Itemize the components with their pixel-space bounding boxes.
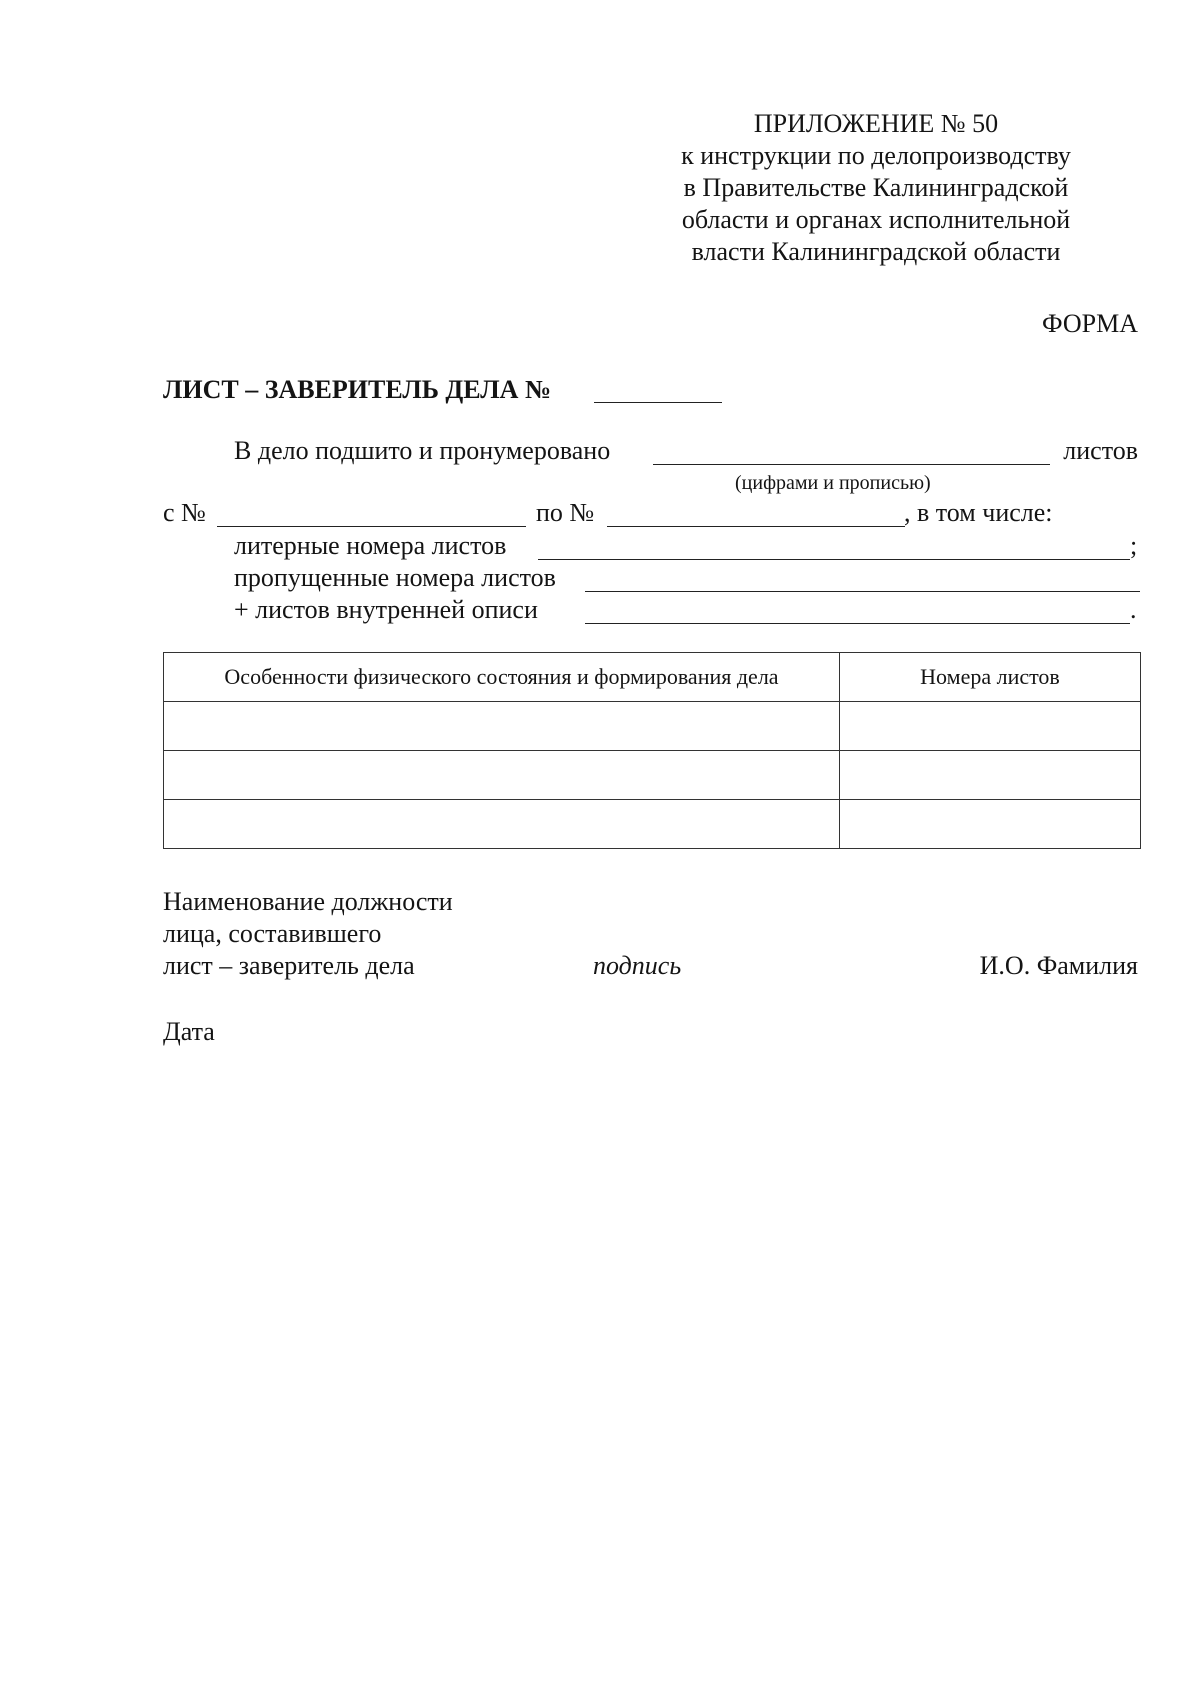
inner-inventory-period: . bbox=[1130, 595, 1137, 624]
appendix-line-2: в Правительстве Калининградской bbox=[683, 173, 1069, 202]
missed-numbers-field[interactable] bbox=[585, 591, 1140, 592]
signer-position-line-2: лица, составившего bbox=[163, 919, 382, 948]
table-row bbox=[164, 702, 1141, 751]
table-cell-features[interactable] bbox=[164, 702, 840, 751]
table-cell-sheet-numbers[interactable] bbox=[840, 751, 1141, 800]
signer-position-line-3: лист – заверитель дела bbox=[163, 951, 415, 980]
appendix-line-4: власти Калининградской области bbox=[691, 237, 1061, 266]
appendix-line-1: к инструкции по делопроизводству bbox=[681, 141, 1071, 170]
column-header-features: Особенности физического состояния и формирования дела bbox=[164, 653, 840, 702]
including-text: , в том числе: bbox=[904, 498, 1053, 527]
inner-inventory-field[interactable] bbox=[585, 623, 1130, 624]
table-header-row bbox=[164, 653, 1141, 702]
filed-text: В дело подшито и пронумеровано bbox=[234, 436, 611, 465]
sheets-count-hint: (цифрами и прописью) bbox=[735, 472, 931, 494]
table-row bbox=[164, 800, 1141, 849]
appendix-header bbox=[560, 108, 1192, 268]
letter-numbers-field[interactable] bbox=[538, 559, 1130, 560]
column-header-sheet-numbers: Номера листов bbox=[840, 653, 1141, 702]
date-label: Дата bbox=[163, 1017, 215, 1046]
letter-numbers-label: литерные номера листов bbox=[234, 531, 507, 560]
sheets-word: листов bbox=[1063, 436, 1138, 465]
to-number-label: по № bbox=[536, 498, 595, 527]
table-cell-sheet-numbers[interactable] bbox=[840, 800, 1141, 849]
signer-position-line-1: Наименование должности bbox=[163, 887, 453, 916]
inner-inventory-label: + листов внутренней описи bbox=[234, 595, 538, 624]
from-number-label: с № bbox=[163, 498, 206, 527]
table-row bbox=[164, 751, 1141, 800]
form-label: ФОРМА bbox=[1042, 309, 1138, 338]
case-number-field[interactable] bbox=[594, 402, 722, 403]
to-number-field[interactable] bbox=[607, 526, 905, 527]
table-cell-sheet-numbers[interactable] bbox=[840, 702, 1141, 751]
document-title: ЛИСТ – ЗАВЕРИТЕЛЬ ДЕЛА № bbox=[163, 375, 552, 404]
appendix-line-3: области и органах исполнительной bbox=[681, 205, 1071, 234]
physical-state-table bbox=[163, 652, 1141, 849]
from-number-field[interactable] bbox=[217, 526, 526, 527]
signature-placeholder: подпись bbox=[593, 951, 682, 980]
missed-numbers-label: пропущенные номера листов bbox=[234, 563, 556, 592]
sheets-count-field[interactable] bbox=[653, 464, 1050, 465]
signer-name: И.О. Фамилия bbox=[979, 951, 1138, 980]
letter-numbers-semicolon: ; bbox=[1130, 531, 1138, 560]
table-cell-features[interactable] bbox=[164, 800, 840, 849]
table-cell-features[interactable] bbox=[164, 751, 840, 800]
appendix-number: ПРИЛОЖЕНИЕ № 50 bbox=[753, 109, 999, 138]
